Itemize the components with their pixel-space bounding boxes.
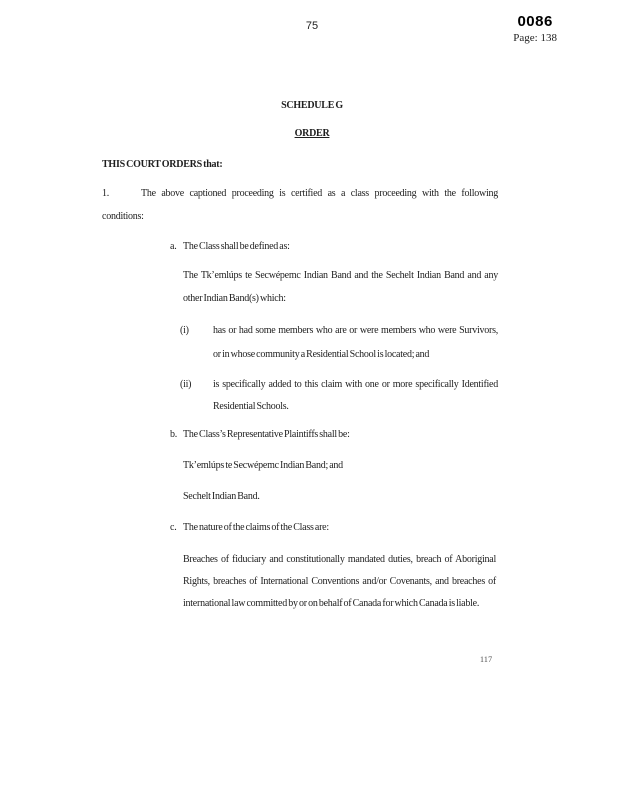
item-c-title: The nature of the claims of the Class are: [183, 522, 329, 533]
stamp-number: 0086 [517, 13, 553, 30]
stamp-page-label: Page: 138 [513, 32, 557, 44]
item-b-line1: Tk’emlúps te Secwépemc Indian Band; and [183, 460, 343, 471]
item-c-line1: Breaches of fiduciary and constitutionally mandated duties, breach of Aboriginal [183, 554, 496, 565]
footer-page-number: 117 [480, 655, 493, 664]
item-b-marker: b. [170, 429, 177, 440]
item-a-sub-i-line1: has or had some members who are or were members who were Survivors, [213, 325, 498, 336]
court-orders-intro: THIS COURT ORDERS that: [102, 159, 223, 170]
item1-marker: 1. [102, 188, 109, 199]
item-a-sub-ii-line2: Residential Schools. [213, 401, 289, 412]
schedule-heading: SCHEDULE G [281, 100, 343, 111]
item1-line1: The above captioned proceeding is certified as a class proceeding with the following [141, 188, 498, 199]
item-a-marker: a. [170, 241, 177, 252]
item-c-line2: Rights, breaches of International Conventions and/or Covenants, and breaches of [183, 576, 496, 587]
item-a-para-line2: other Indian Band(s) which: [183, 293, 286, 304]
item-a-sub-ii-marker: (ii) [180, 379, 192, 390]
item-a-sub-i-marker: (i) [180, 325, 189, 336]
order-heading: ORDER [294, 128, 330, 139]
item-b-title: The Class’s Representative Plaintiffs shall be: [183, 429, 350, 440]
item-a-title: The Class shall be defined as: [183, 241, 290, 252]
item-a-sub-i-line2: or in whose community a Residential School is located; and [213, 349, 430, 360]
item-b-line2: Sechelt Indian Band. [183, 491, 260, 502]
item-a-sub-ii-line1: is specifically added to this claim with one or more specifically Identified [213, 379, 498, 390]
item-c-marker: c. [170, 522, 177, 533]
stamp-block [513, 13, 557, 44]
item1-line2: conditions: [102, 211, 144, 222]
header-page-number: 75 [305, 20, 319, 32]
item-a-para-line1: The Tk’emlúps te Secwépemc Indian Band and the Sechelt Indian Band and any [183, 270, 498, 281]
item-c-line3: international law committed by or on behalf of Canada for which Canada is liable. [183, 598, 480, 609]
